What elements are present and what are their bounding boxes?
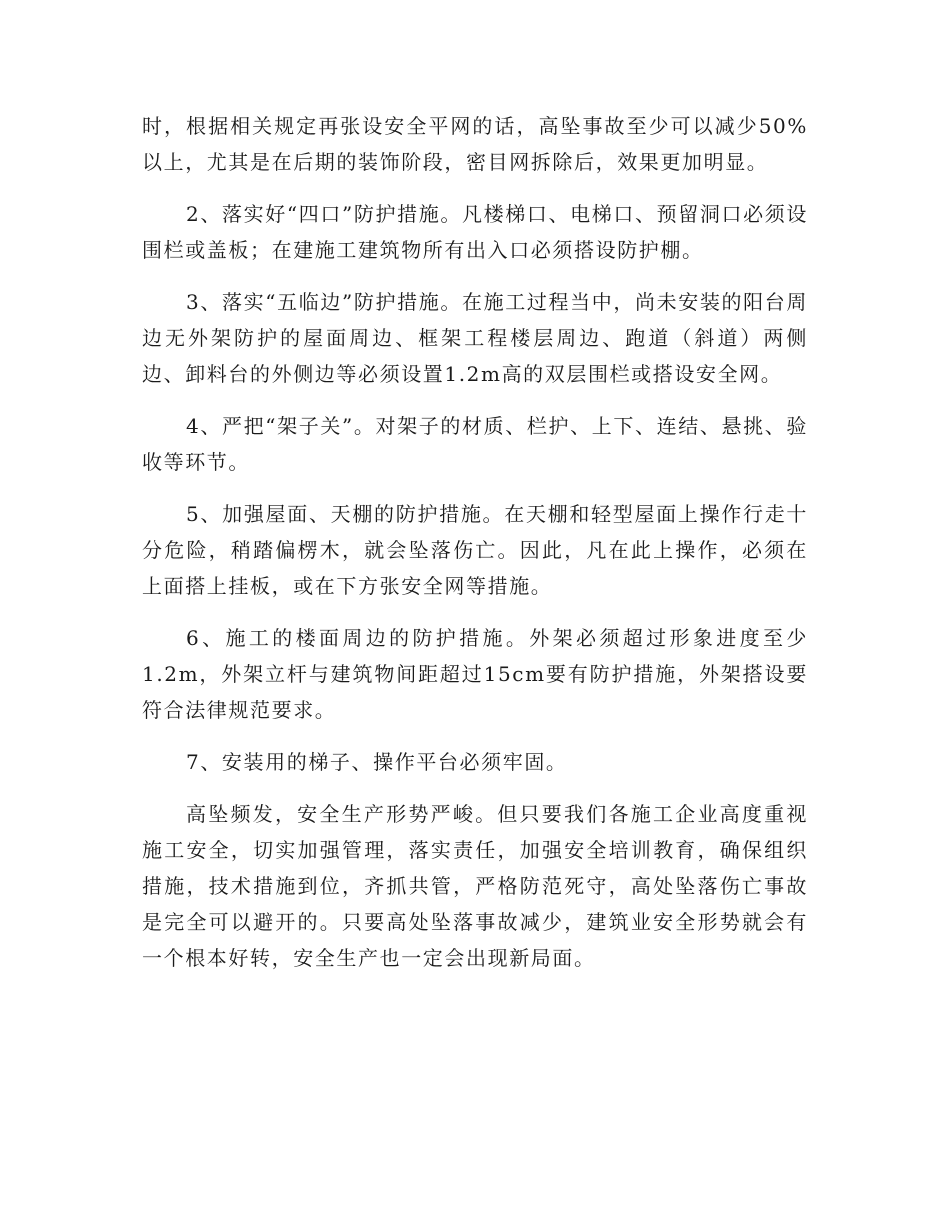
paragraph-item-6: 6、施工的楼面周边的防护措施。外架必须超过形象进度至少1.2m，外架立杆与建筑物间距超过15cm要有防护措施，外架搭设要符合法律规范要求。 — [142, 626, 808, 722]
paragraph-item-5: 5、加强屋面、天棚的防护措施。在天棚和轻型屋面上操作行走十分危险，稍踏偏楞木，就会坠落伤亡。因此，凡在此上操作，必须在上面搭上挂板，或在下方张安全网等措施。 — [142, 502, 808, 598]
document-body — [142, 108, 808, 976]
paragraph-item-7: 7、安装用的梯子、操作平台必须牢固。 — [186, 750, 568, 774]
paragraph-item-4: 4、严把“架子关”。对架子的材质、栏护、上下、连结、悬挑、验收等环节。 — [142, 414, 808, 474]
paragraph-item-3: 3、落实“五临边”防护措施。在施工过程当中，尚未安装的阳台周边无外架防护的屋面周边、框架工程楼层周边、跑道（斜道）两侧边、卸料台的外侧边等必须设置1.2m高的双层围栏或搭设安全网。 — [142, 290, 808, 386]
paragraph-item-2: 2、落实好“四口”防护措施。凡楼梯口、电梯口、预留洞口必须设围栏或盖板；在建施工建筑物所有出入口必须搭设防护棚。 — [142, 202, 808, 262]
paragraph-continuation: 时，根据相关规定再张设安全平网的话，高坠事故至少可以减少50%以上，尤其是在后期的装饰阶段，密目网拆除后，效果更加明显。 — [142, 114, 808, 174]
paragraph-conclusion: 高坠频发，安全生产形势严峻。但只要我们各施工企业高度重视施工安全，切实加强管理，落实责任，加强安全培训教育，确保组织措施，技术措施到位，齐抓共管，严格防范死守，高处坠落伤亡事故是完全可以避开的。只要高处坠落事故减少，建筑业安全形势就会有一个根本好转，安全生产也一定会出现新局面。 — [142, 802, 808, 970]
